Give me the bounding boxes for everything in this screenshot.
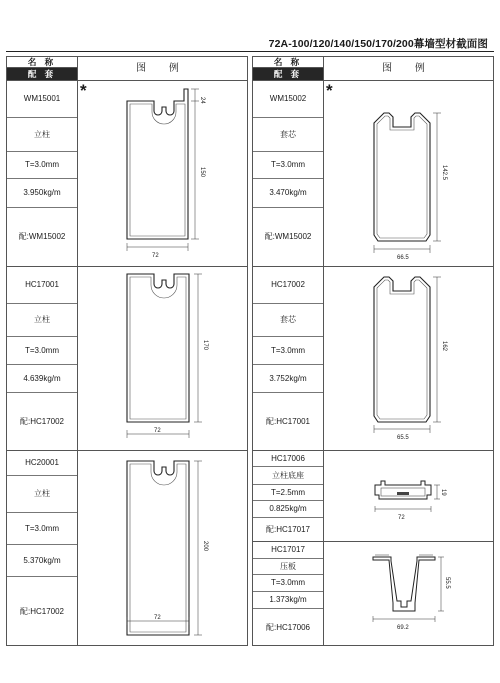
profile-drawing <box>122 272 242 447</box>
dim-width-label: 72 <box>154 428 161 434</box>
profile-type: 立柱 <box>34 489 50 498</box>
profile-type: 套芯 <box>280 315 296 324</box>
header-name: 名 称 <box>253 57 323 68</box>
dim-top-label: 24 <box>199 97 205 104</box>
profile-thickness: T=3.0mm <box>24 345 59 355</box>
header-name: 名 称 <box>7 57 77 68</box>
dim-height-label: 162 <box>441 341 447 352</box>
profile-thickness: T=3.0mm <box>24 160 59 169</box>
dim-height-label: 200 <box>202 541 208 552</box>
header-figure: 图 例 <box>77 57 247 80</box>
profile-drawing <box>373 475 483 535</box>
profile-weight: 5.370kg/m <box>23 555 61 565</box>
profile-match: 配:HC17002 <box>19 416 65 426</box>
profile-match: 配:HC17017 <box>265 524 311 534</box>
header-set: 配 套 <box>7 68 77 80</box>
profile-code: HC17001 <box>25 280 59 289</box>
profile-weight: 1.373kg/m <box>269 595 307 604</box>
profile-thickness: T=2.5mm <box>270 487 305 497</box>
dim-width-label: 72 <box>398 515 405 521</box>
profile-match: 配:WM15002 <box>18 232 66 241</box>
profile-code: HC17006 <box>271 453 305 463</box>
profile-type: 立柱 <box>34 315 50 324</box>
profile-code: HC17017 <box>271 545 305 554</box>
dim-height-label: 55.5 <box>444 577 450 589</box>
profile-drawing <box>371 551 486 641</box>
profile-drawing <box>371 275 486 445</box>
dim-width-label: 69.2 <box>397 625 409 631</box>
profile-type: 套芯 <box>280 129 296 139</box>
dim-width-label: 66.5 <box>397 255 409 261</box>
header-set: 配 套 <box>253 68 323 80</box>
profile-weight: 3.950kg/m <box>23 188 61 197</box>
profile-thickness: T=3.0mm <box>24 523 59 533</box>
dim-height-label: 170 <box>202 340 208 351</box>
left-table <box>6 56 248 646</box>
profile-weight: 4.639kg/m <box>23 373 61 383</box>
profile-drawing <box>117 89 237 269</box>
profile-sheet <box>6 56 494 646</box>
profile-type: 压板 <box>280 561 296 571</box>
profile-code: HC20001 <box>25 458 59 467</box>
profile-thickness: T=3.0mm <box>270 345 305 355</box>
profile-drawing <box>122 459 242 639</box>
profile-drawing <box>371 107 486 267</box>
profile-weight: 0.825kg/m <box>269 504 307 513</box>
profile-match: 配:HC17001 <box>265 416 311 426</box>
profile-code: HC17002 <box>271 280 305 289</box>
dim-width-label: 65.5 <box>397 435 409 441</box>
dim-height-label: 142.5 <box>441 165 447 181</box>
profile-thickness: T=3.0mm <box>270 578 305 587</box>
right-table <box>252 56 494 646</box>
profile-thickness: T=3.0mm <box>270 160 305 169</box>
asterisk-mark: * <box>326 81 333 100</box>
dim-height-label: 19 <box>440 489 446 496</box>
profile-weight: 3.752kg/m <box>269 373 307 383</box>
profile-match: 配:WM15002 <box>264 232 312 241</box>
dim-width-label: 72 <box>154 615 161 621</box>
title-rule <box>6 51 494 52</box>
profile-match: 配:HC17002 <box>19 607 65 616</box>
page-title: 72A-100/120/140/150/170/200幕墙型材截面图 <box>268 38 488 50</box>
profile-match: 配:HC17006 <box>265 623 311 632</box>
dim-width-label: 72 <box>152 253 159 259</box>
profile-code: WM15002 <box>269 94 307 103</box>
dim-height-label: 150 <box>199 167 205 178</box>
profile-type: 立柱底座 <box>272 470 304 480</box>
profile-type: 立柱 <box>34 129 50 139</box>
profile-code: WM15001 <box>23 94 61 103</box>
profile-weight: 3.470kg/m <box>269 188 307 197</box>
asterisk-mark: * <box>80 81 87 100</box>
header-figure: 图 例 <box>323 57 493 80</box>
